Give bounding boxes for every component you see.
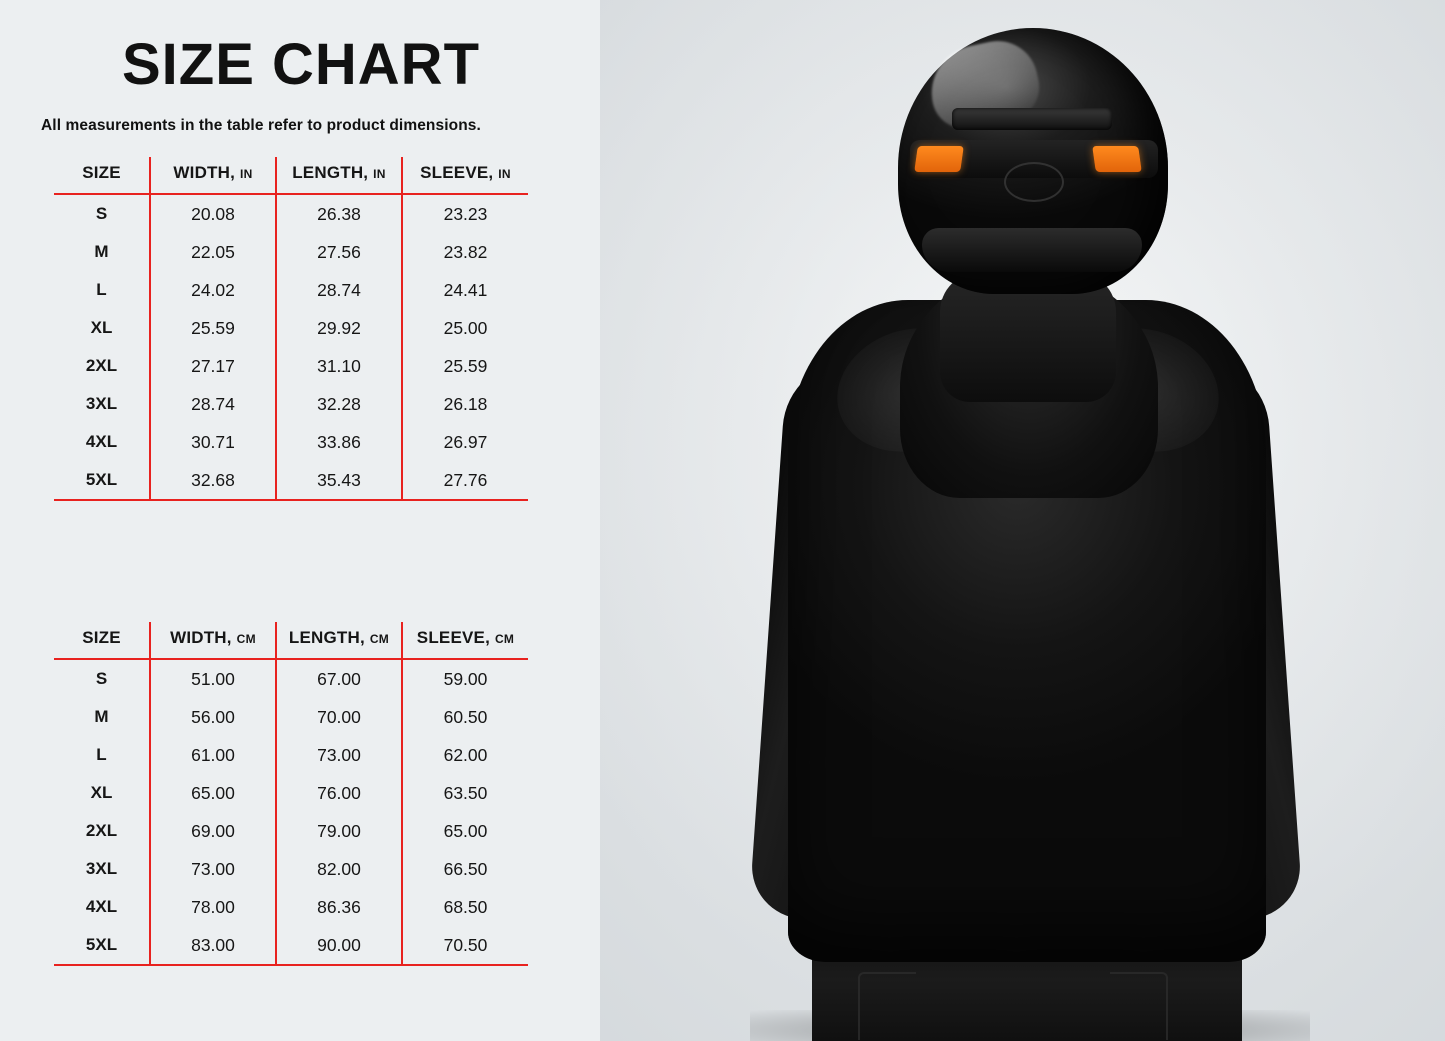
cell-sleeve: 23.82 — [402, 233, 528, 271]
helmet-reflector-left — [914, 146, 964, 172]
cell-size: 4XL — [85, 897, 118, 916]
cell-width: 65.00 — [150, 774, 276, 812]
cell-width: 22.05 — [150, 233, 276, 271]
cell-size: L — [96, 280, 107, 299]
size-table-cm — [54, 622, 528, 966]
cell-size: L — [96, 745, 107, 764]
table-row — [54, 736, 528, 774]
cell-size: 2XL — [85, 356, 118, 375]
cell-width: 69.00 — [150, 812, 276, 850]
cell-length: 79.00 — [276, 812, 402, 850]
table-row — [54, 271, 528, 309]
column-header-width-label: WIDTH, — [173, 163, 236, 182]
cell-size: XL — [90, 783, 113, 802]
column-header-sleeve-label: SLEEVE, — [420, 163, 494, 182]
pants-pocket-right — [1110, 972, 1168, 1040]
cell-length: 27.56 — [276, 233, 402, 271]
cell-size: S — [95, 204, 108, 223]
cell-width: 51.00 — [150, 659, 276, 698]
table-row — [54, 461, 528, 500]
cell-sleeve: 23.23 — [402, 194, 528, 233]
column-header-sleeve-unit: CM — [494, 632, 515, 646]
cell-width: 24.02 — [150, 271, 276, 309]
cell-length: 28.74 — [276, 271, 402, 309]
cell-sleeve: 68.50 — [402, 888, 528, 926]
column-header-length — [276, 157, 402, 194]
column-header-sleeve — [402, 157, 528, 194]
column-header-width-label: WIDTH, — [170, 628, 232, 647]
cell-sleeve: 27.76 — [402, 461, 528, 500]
cell-length: 70.00 — [276, 698, 402, 736]
cell-width: 73.00 — [150, 850, 276, 888]
cell-sleeve: 66.50 — [402, 850, 528, 888]
cell-width: 78.00 — [150, 888, 276, 926]
cell-width: 32.68 — [150, 461, 276, 500]
cell-sleeve: 60.50 — [402, 698, 528, 736]
helmet-reflector-right — [1092, 146, 1142, 172]
cell-size: S — [95, 669, 108, 688]
cell-width: 56.00 — [150, 698, 276, 736]
product-photo — [600, 0, 1445, 1041]
cell-length: 90.00 — [276, 926, 402, 965]
cell-width: 25.59 — [150, 309, 276, 347]
cell-size: 5XL — [85, 935, 118, 954]
column-header-length — [276, 622, 402, 659]
column-header-length-label: LENGTH, — [292, 163, 369, 182]
cell-width: 27.17 — [150, 347, 276, 385]
rider-figure — [600, 0, 1445, 1041]
column-header-length-label: LENGTH, — [288, 628, 365, 647]
table-row — [54, 888, 528, 926]
table-row — [54, 309, 528, 347]
cell-size: 3XL — [85, 394, 118, 413]
column-header-width-unit: IN — [239, 167, 253, 181]
column-header-sleeve-unit: IN — [498, 167, 511, 181]
helmet-neck-roll — [922, 228, 1142, 272]
table-row — [54, 347, 528, 385]
cell-sleeve: 25.00 — [402, 309, 528, 347]
cell-sleeve: 70.50 — [402, 926, 528, 965]
cell-length: 26.38 — [276, 194, 402, 233]
cell-sleeve: 65.00 — [402, 812, 528, 850]
cell-width: 20.08 — [150, 194, 276, 233]
cell-size: 5XL — [85, 470, 118, 489]
table-row — [54, 659, 528, 698]
size-chart-panel — [0, 0, 640, 1041]
column-header-size — [54, 157, 150, 194]
column-header-sleeve — [402, 622, 528, 659]
column-header-size-label: SIZE — [82, 163, 121, 182]
cell-width: 30.71 — [150, 423, 276, 461]
cell-length: 86.36 — [276, 888, 402, 926]
size-table-inches — [54, 157, 528, 501]
cell-length: 76.00 — [276, 774, 402, 812]
table-row — [54, 423, 528, 461]
table-header-row — [54, 622, 528, 659]
table-row — [54, 194, 528, 233]
table-header-row — [54, 157, 528, 194]
cell-size: 2XL — [85, 821, 118, 840]
column-header-width — [150, 157, 276, 194]
helmet-rear-vent — [952, 108, 1112, 130]
cell-sleeve: 26.18 — [402, 385, 528, 423]
table-row — [54, 774, 528, 812]
cell-sleeve: 24.41 — [402, 271, 528, 309]
cell-width: 61.00 — [150, 736, 276, 774]
cell-size: 3XL — [85, 859, 118, 878]
cell-length: 35.43 — [276, 461, 402, 500]
table-row — [54, 850, 528, 888]
cell-sleeve: 25.59 — [402, 347, 528, 385]
pants-pocket-left — [858, 972, 916, 1040]
cell-length: 73.00 — [276, 736, 402, 774]
column-header-width-unit: CM — [236, 632, 256, 646]
cell-size: M — [94, 707, 109, 726]
table-row — [54, 926, 528, 965]
cell-length: 29.92 — [276, 309, 402, 347]
cell-sleeve: 62.00 — [402, 736, 528, 774]
table-row — [54, 812, 528, 850]
cell-width: 28.74 — [150, 385, 276, 423]
cell-width: 83.00 — [150, 926, 276, 965]
column-header-size — [54, 622, 150, 659]
column-header-length-unit: IN — [373, 167, 386, 181]
cell-size: M — [94, 242, 109, 261]
cell-sleeve: 63.50 — [402, 774, 528, 812]
column-header-width — [150, 622, 276, 659]
page-subtitle: All measurements in the table refer to product dimensions. — [41, 117, 481, 134]
cell-length: 32.28 — [276, 385, 402, 423]
cell-length: 82.00 — [276, 850, 402, 888]
page-title: SIZE CHART — [122, 32, 480, 97]
cell-size: 4XL — [85, 432, 118, 451]
cell-length: 67.00 — [276, 659, 402, 698]
column-header-size-label: SIZE — [82, 628, 121, 647]
cell-size: XL — [90, 318, 113, 337]
cell-sleeve: 59.00 — [402, 659, 528, 698]
column-header-sleeve-label: SLEEVE, — [416, 628, 490, 647]
column-header-length-unit: CM — [369, 632, 390, 646]
cell-length: 33.86 — [276, 423, 402, 461]
helmet-logo-icon — [1004, 162, 1064, 202]
cell-length: 31.10 — [276, 347, 402, 385]
table-row — [54, 233, 528, 271]
table-row — [54, 385, 528, 423]
cell-sleeve: 26.97 — [402, 423, 528, 461]
table-row — [54, 698, 528, 736]
